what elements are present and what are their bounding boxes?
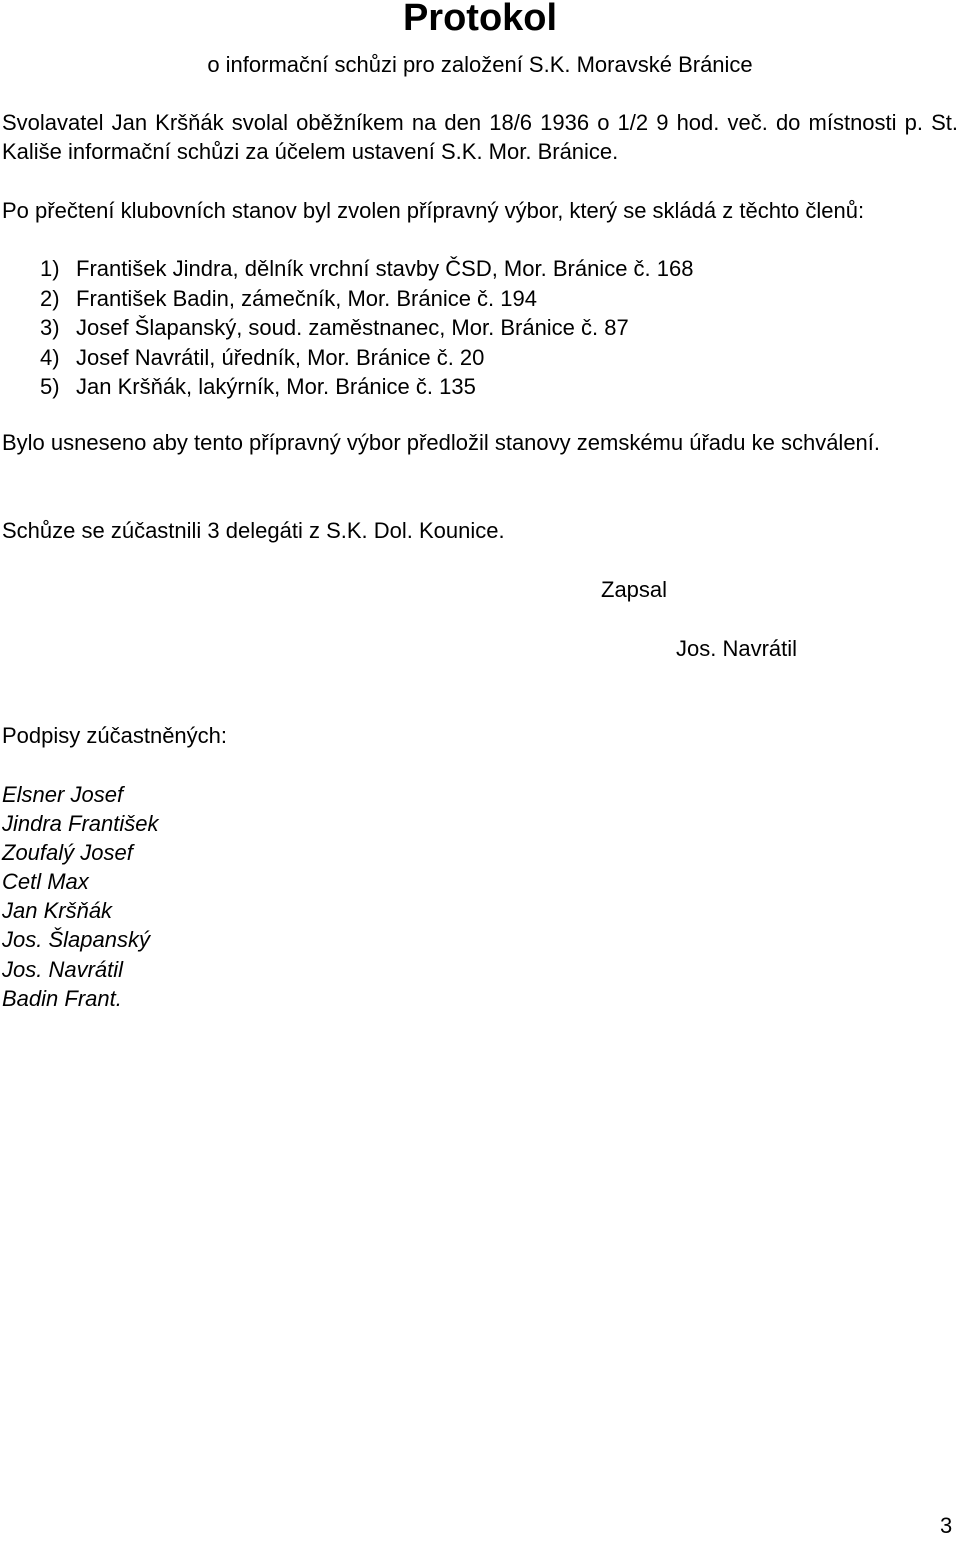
- signature-item: Jan Kršňák: [2, 898, 113, 924]
- recorded-by-name: Jos. Navrátil: [676, 636, 798, 661]
- list-item: [40, 372, 693, 402]
- signature-item: Jindra František: [2, 811, 159, 837]
- signature-item: Jos. Navrátil: [2, 956, 124, 982]
- list-item-text: Josef Šlapanský, soud. zaměstnanec, Mor. Bránice č. 87: [76, 315, 629, 340]
- page-number: 3: [940, 1513, 953, 1538]
- paragraph-delegates: Schůze se zúčastnili 3 delegáti z S.K. Dol. Kounice.: [2, 518, 505, 543]
- paragraph-resolution: Bylo usneseno aby tento přípravný výbor předložil stanovy zemskému úřadu ke schválení.: [2, 430, 881, 455]
- signatures-heading: Podpisy zúčastněných:: [2, 723, 228, 748]
- list-item-number: 2): [40, 285, 60, 311]
- list-item-number: 5): [40, 374, 60, 399]
- committee-member-list: [40, 254, 693, 402]
- signature-item: Zoufalý Josef: [2, 840, 133, 866]
- list-item-number: 4): [40, 344, 60, 370]
- signature-item: Cetl Max: [2, 869, 89, 895]
- list-item-text: Josef Navrátil, úředník, Mor. Bránice č. 20: [76, 344, 485, 370]
- list-item-text: František Badin, zámečník, Mor. Bránice č. 194: [76, 285, 537, 311]
- list-item: [40, 343, 693, 373]
- signature-list: [2, 780, 159, 1013]
- paragraph-convocation: Svolavatel Jan Kršňák svolal oběžníkem na den 18/6 1936 o 1/2 9 hod. več. do místnosti p. St. Kališe informační schůzi za účelem ustavení S.K. Mor. Bránice.: [2, 110, 958, 164]
- list-item-text: Jan Kršňák, lakýrník, Mor. Bránice č. 135: [76, 374, 476, 399]
- list-item-number: 1): [40, 256, 60, 281]
- page-title: Protokol: [402, 0, 558, 39]
- list-item: [40, 284, 693, 314]
- list-item-text: František Jindra, dělník vrchní stavby ČSD, Mor. Bránice č. 168: [76, 256, 694, 281]
- paragraph-committee-intro: Po přečtení klubovních stanov byl zvolen přípravný výbor, který se skládá z těchto členů:: [2, 198, 865, 223]
- list-item-number: 3): [40, 315, 60, 340]
- recorded-by-label: Zapsal: [601, 577, 668, 602]
- list-item: [40, 254, 693, 284]
- list-item: [40, 313, 693, 343]
- page-subtitle: o informační schůzi pro založení S.K. Moravské Bránice: [207, 52, 753, 77]
- signature-item: Jos. Šlapanský: [2, 927, 150, 953]
- signature-item: Badin Frant.: [2, 985, 122, 1011]
- signature-item: Elsner Josef: [2, 782, 124, 807]
